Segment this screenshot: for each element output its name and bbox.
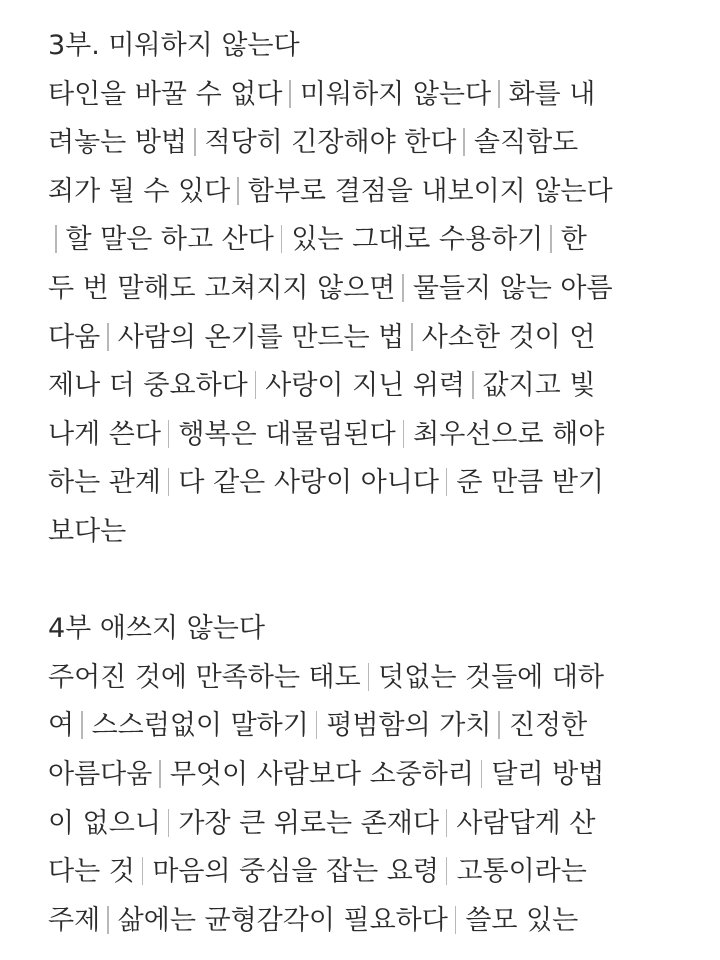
toc-entry: 다 같은 사랑이 아니다 xyxy=(178,467,439,499)
document-body xyxy=(48,22,688,945)
toc-line xyxy=(48,848,688,897)
toc-line xyxy=(48,751,688,800)
toc-entry: 덧없는 것들에 대하 xyxy=(378,661,604,693)
toc-line xyxy=(48,168,688,217)
toc-entry: 죄가 될 수 있다 xyxy=(48,175,231,207)
separator-bar xyxy=(255,371,257,399)
toc-entry: 진정한 xyxy=(508,710,588,742)
toc-entry: 두 번 말해도 고쳐지지 않으면 xyxy=(48,272,396,304)
toc-entry: 가장 큰 위로는 존재다 xyxy=(178,807,439,839)
toc-line xyxy=(48,119,688,168)
toc-entry: 할 말은 하고 산다 xyxy=(65,224,274,256)
separator-bar xyxy=(237,177,239,205)
toc-entry: 려놓는 방법 xyxy=(48,127,187,159)
section-spacer xyxy=(48,557,688,606)
toc-entry: 평범함의 가치 xyxy=(326,710,492,742)
toc-entry: 쓸모 있는 xyxy=(465,904,579,936)
section-part-4 xyxy=(48,605,688,945)
separator-bar xyxy=(455,906,457,934)
separator-bar xyxy=(107,323,109,351)
toc-line xyxy=(48,265,688,314)
separator-bar xyxy=(316,711,318,739)
separator-bar xyxy=(498,80,500,108)
toc-entry: 사람답게 산 xyxy=(456,807,596,839)
toc-line xyxy=(48,314,688,363)
separator-bar xyxy=(411,323,413,351)
separator-bar xyxy=(168,420,170,448)
section-heading: 4부 애쓰지 않는다 xyxy=(48,613,265,645)
separator-bar xyxy=(550,225,552,253)
toc-entry: 타인을 바꿀 수 없다 xyxy=(48,78,283,110)
toc-entry: 제나 더 중요하다 xyxy=(48,370,248,402)
toc-entry: 주제 xyxy=(48,904,101,936)
separator-bar xyxy=(481,760,483,788)
toc-line xyxy=(48,362,688,411)
toc-entry: 이 없으니 xyxy=(48,807,161,839)
toc-entry: 삶에는 균형감각이 필요하다 xyxy=(117,904,448,936)
toc-entry: 행복은 대물림된다 xyxy=(178,418,396,450)
toc-line xyxy=(48,216,688,265)
separator-bar xyxy=(168,809,170,837)
separator-bar xyxy=(289,80,291,108)
toc-line xyxy=(48,71,688,120)
toc-entry: 다는 것 xyxy=(48,856,135,888)
toc-entry: 물들지 않는 아름 xyxy=(412,272,613,304)
toc-line xyxy=(48,702,688,751)
toc-entry: 솔직함도 xyxy=(473,127,579,159)
separator-bar xyxy=(498,711,500,739)
separator-bar xyxy=(402,274,404,302)
separator-bar xyxy=(194,128,196,156)
section-heading: 3부. 미워하지 않는다 xyxy=(48,30,300,61)
toc-entry: 있는 그대로 수용하기 xyxy=(291,224,544,256)
toc-entry: 다움 xyxy=(48,321,101,353)
toc-line xyxy=(48,411,688,460)
separator-bar xyxy=(446,468,448,496)
separator-bar xyxy=(159,760,161,788)
separator-bar xyxy=(168,468,170,496)
toc-entry: 한 xyxy=(560,224,587,256)
separator-bar xyxy=(142,857,144,885)
toc-line xyxy=(48,654,688,703)
toc-entry: 마음의 중심을 잡는 요령 xyxy=(152,856,439,888)
toc-line xyxy=(48,508,688,557)
separator-bar xyxy=(403,420,405,448)
separator-bar xyxy=(446,809,448,837)
toc-entry: 무엇이 사람보다 소중하리 xyxy=(169,758,474,790)
toc-entry: 스스럼없이 말하기 xyxy=(91,710,309,742)
toc-entry: 아름다움 xyxy=(48,758,153,790)
toc-entry: 달리 방법 xyxy=(491,758,605,790)
toc-entry: 값지고 빛 xyxy=(482,370,596,402)
separator-bar xyxy=(281,225,283,253)
toc-entry: 보다는 xyxy=(48,515,127,547)
toc-entry: 함부로 결점을 내보이지 않는다 xyxy=(247,175,613,207)
separator-bar xyxy=(55,225,57,253)
toc-entry: 주어진 것에 만족하는 태도 xyxy=(48,661,361,693)
separator-bar xyxy=(107,906,109,934)
separator-bar xyxy=(463,128,465,156)
toc-entry: 적당히 긴장해야 한다 xyxy=(204,127,457,159)
toc-entry: 나게 쓴다 xyxy=(48,418,161,450)
toc-entry: 고통이라는 xyxy=(456,856,587,888)
toc-entry: 사랑이 지닌 위력 xyxy=(265,370,465,402)
section-part-3 xyxy=(48,22,688,557)
toc-entry: 미워하지 않는다 xyxy=(299,78,492,110)
toc-entry: 사소한 것이 언 xyxy=(421,321,596,353)
toc-line xyxy=(48,459,688,508)
toc-entry: 최우선으로 해야 xyxy=(413,418,605,450)
separator-bar xyxy=(472,371,474,399)
toc-entry: 여 xyxy=(48,710,75,742)
toc-entry: 사람의 온기를 만드는 법 xyxy=(117,321,405,353)
separator-bar xyxy=(368,663,370,691)
separator-bar xyxy=(446,857,448,885)
toc-entry: 화를 내 xyxy=(508,78,596,110)
toc-line xyxy=(48,800,688,849)
toc-entry: 준 만큼 받기 xyxy=(456,467,604,499)
separator-bar xyxy=(81,711,83,739)
toc-line xyxy=(48,897,688,946)
toc-entry: 하는 관계 xyxy=(48,467,161,499)
